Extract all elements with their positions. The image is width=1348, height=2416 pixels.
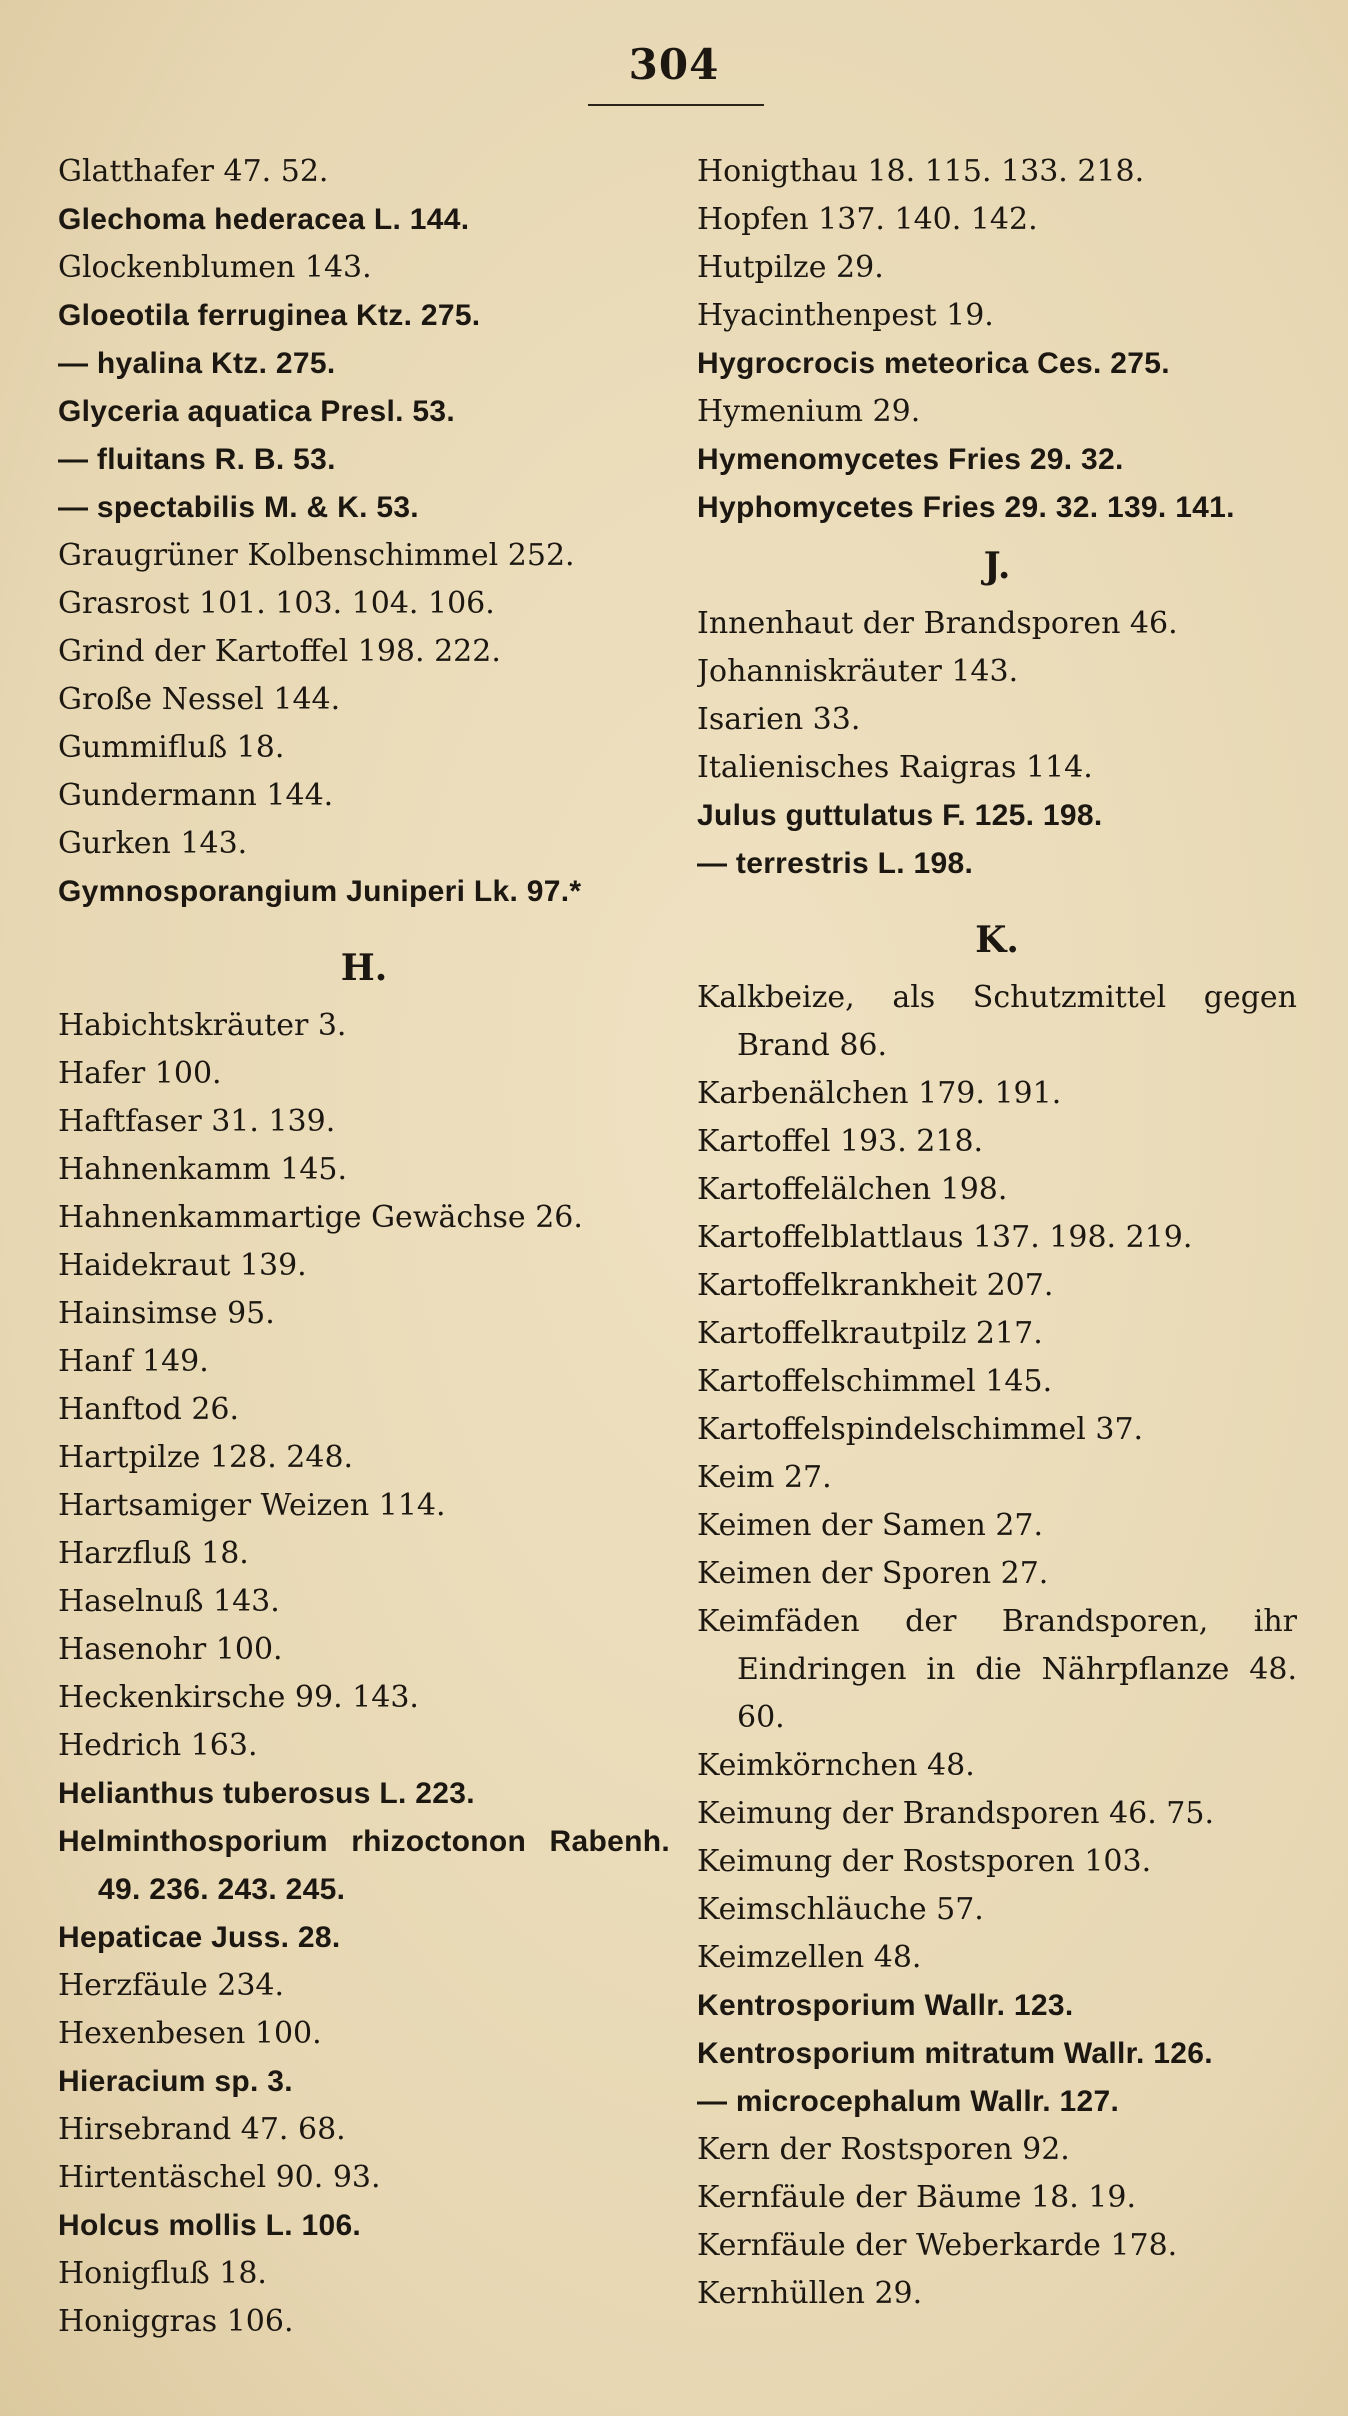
section-letter-k: K. — [975, 919, 1019, 961]
index-entry: Kartoffel 193. 218. — [697, 1124, 984, 1159]
index-entry: Keimschläuche 57. — [697, 1892, 984, 1927]
index-entry: Hahnenkamm 145. — [58, 1152, 348, 1187]
index-entry: Harzfluß 18. — [58, 1536, 249, 1571]
index-entry: Kentrosporium Wallr. 123. — [697, 1989, 1074, 2022]
index-entry: Grind der Kartoffel 198. 222. — [58, 634, 501, 669]
index-entry: Grasrost 101. 103. 104. 106. — [58, 586, 495, 621]
index-entry: Johanniskräuter 143. — [697, 654, 1019, 689]
index-entry: Kern der Rostsporen 92. — [697, 2132, 1070, 2167]
index-column-right — [697, 148, 1297, 2318]
index-entry: Helminthosporium rhizoctonon Rabenh. 49. 236. 243. 245. — [58, 1825, 670, 1906]
index-entry: Hainsimse 95. — [58, 1296, 275, 1331]
index-entry: Hartsamiger Weizen 114. — [58, 1488, 446, 1523]
index-entry: Italienisches Raigras 114. — [697, 750, 1093, 785]
index-entry: Hyphomycetes Fries 29. 32. 139. 141. — [697, 491, 1235, 524]
index-entry: Kartoffelkrautpilz 217. — [697, 1316, 1043, 1351]
index-entry: Kartoffelspindelschimmel 37. — [697, 1412, 1144, 1447]
index-entry: Hymenomycetes Fries 29. 32. — [697, 443, 1124, 476]
index-entry: Hexenbesen 100. — [58, 2016, 322, 2051]
index-entry: Keimzellen 48. — [697, 1940, 922, 1975]
index-entry: Große Nessel 144. — [58, 682, 341, 717]
index-entry: Kernhüllen 29. — [697, 2276, 923, 2311]
header-rule — [588, 104, 764, 106]
index-entry: Gummifluß 18. — [58, 730, 285, 765]
index-entry: — terrestris L. 198. — [697, 847, 974, 880]
index-entry: Hygrocrocis meteorica Ces. 275. — [697, 347, 1170, 380]
page-number: 304 — [628, 40, 720, 89]
index-entry: — microcephalum Wallr. 127. — [697, 2085, 1120, 2118]
index-entry: Hopfen 137. 140. 142. — [697, 202, 1038, 237]
index-entry: Hirtentäschel 90. 93. — [58, 2160, 381, 2195]
index-entry: Holcus mollis L. 106. — [58, 2209, 362, 2242]
index-entry: Karbenälchen 179. 191. — [697, 1076, 1062, 1111]
index-entry: — spectabilis M. & K. 53. — [58, 491, 419, 524]
index-entry: Glyceria aquatica Presl. 53. — [58, 395, 455, 428]
index-entry: — fluitans R. B. 53. — [58, 443, 336, 476]
index-entry: Hasenohr 100. — [58, 1632, 283, 1667]
index-entry: Kartoffelblattlaus 137. 198. 219. — [697, 1220, 1193, 1255]
index-entry: Keimkörnchen 48. — [697, 1748, 975, 1783]
index-entry: Kernfäule der Bäume 18. 19. — [697, 2180, 1136, 2215]
index-entry: Kentrosporium mitratum Wallr. 126. — [697, 2037, 1213, 2070]
index-entry: Kartoffelschimmel 145. — [697, 1364, 1053, 1399]
index-entry: Graugrüner Kolbenschimmel 252. — [58, 538, 575, 573]
index-entry: Herzfäule 234. — [58, 1968, 285, 2003]
index-entry: Hartpilze 128. 248. — [58, 1440, 354, 1475]
index-entry: Julus guttulatus F. 125. 198. — [697, 799, 1103, 832]
index-entry: Haidekraut 139. — [58, 1248, 307, 1283]
index-entry: Habichtskräuter 3. — [58, 1008, 347, 1043]
index-entry: Glechoma hederacea L. 144. — [58, 203, 470, 236]
index-entry: Keimen der Sporen 27. — [697, 1556, 1049, 1591]
index-entry: Kalkbeize, als Schutzmittel gegen Brand 86. — [697, 980, 1297, 1063]
index-entry: Keim 27. — [697, 1460, 832, 1495]
index-entry: Hymenium 29. — [697, 394, 921, 429]
index-entry: Hanftod 26. — [58, 1392, 240, 1427]
index-entry: Haselnuß 143. — [58, 1584, 280, 1619]
index-entry: Hahnenkammartige Gewächse 26. — [58, 1200, 583, 1235]
index-column-left — [58, 148, 670, 2346]
index-entry: Kartoffelkrankheit 207. — [697, 1268, 1054, 1303]
index-entry: Keimen der Samen 27. — [697, 1508, 1044, 1543]
index-entry: Hieracium sp. 3. — [58, 2065, 293, 2098]
index-entry: Honigthau 18. 115. 133. 218. — [697, 154, 1145, 189]
index-entry: Gurken 143. — [58, 826, 248, 861]
index-entry: Hyacinthenpest 19. — [697, 298, 994, 333]
index-entry: Heckenkirsche 99. 143. — [58, 1680, 419, 1715]
index-entry: Keimung der Brandsporen 46. 75. — [697, 1796, 1214, 1831]
index-entry: Gymnosporangium Juniperi Lk. 97.* — [58, 875, 582, 908]
index-entry: Haftfaser 31. 139. — [58, 1104, 336, 1139]
index-entry: Hepaticae Juss. 28. — [58, 1921, 341, 1954]
index-entry: Honigfluß 18. — [58, 2256, 267, 2291]
index-entry: Hafer 100. — [58, 1056, 222, 1091]
section-letter-h: H. — [340, 947, 388, 989]
index-entry: — hyalina Ktz. 275. — [58, 347, 336, 380]
index-entry: Hedrich 163. — [58, 1728, 258, 1763]
index-entry: Isarien 33. — [697, 702, 861, 737]
index-entry: Gloeotila ferruginea Ktz. 275. — [58, 299, 481, 332]
index-entry: Keimung der Rostsporen 103. — [697, 1844, 1152, 1879]
index-entry: Kernfäule der Weberkarde 178. — [697, 2228, 1178, 2263]
section-letter-j: J. — [983, 545, 1011, 587]
index-entry: Hirsebrand 47. 68. — [58, 2112, 346, 2147]
index-entry: Innenhaut der Brandsporen 46. — [697, 606, 1178, 641]
index-entry: Hanf 149. — [58, 1344, 209, 1379]
index-entry: Kartoffelälchen 198. — [697, 1172, 1008, 1207]
index-entry: Keimfäden der Brandsporen, ihr Eindringen in die Nährpflanze 48. 60. — [697, 1604, 1297, 1735]
index-entry: Helianthus tuberosus L. 223. — [58, 1777, 475, 1810]
index-entry: Honiggras 106. — [58, 2304, 294, 2339]
index-entry: Glatthafer 47. 52. — [58, 154, 329, 189]
index-entry: Gundermann 144. — [58, 778, 334, 813]
index-entry: Hutpilze 29. — [697, 250, 884, 285]
index-entry: Glockenblumen 143. — [58, 250, 372, 285]
